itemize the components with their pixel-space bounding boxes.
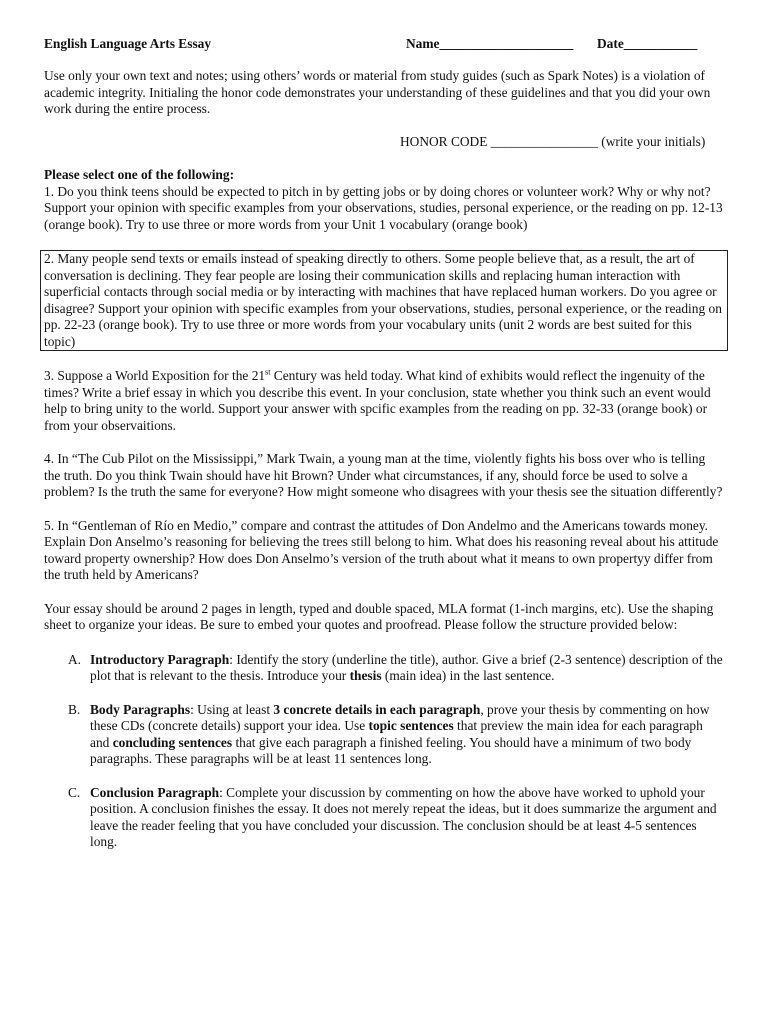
date-field-label: Date___________ <box>597 36 698 51</box>
prompt-3 <box>44 368 724 434</box>
prompt-5: 5. In “Gentleman of Río en Medio,” compare and contrast the attitudes of Don Andelmo and the Americans towards money. Explain Don Anselmo’s reasoning for believing the trees still belong to him. What does his reasoning reveal about his attitude toward property ownership? How does Don Anselmo’s version of the truth about what it means to own propertyy differ from the truth held by Americans? <box>44 517 719 582</box>
list-item-term: Conclusion Paragraph <box>90 784 220 800</box>
list-item-emphasis: topic sentences <box>368 718 454 733</box>
list-item-conclusion <box>44 785 724 851</box>
document-title: English Language Arts Essay <box>44 36 212 51</box>
list-item-text: : Complete your discussion by commenting on how the above have worked to uphold your position. A conclusion finishes the essay. It does not merely repeat the ideas, but it does summarize the argument and leave the reader feeling that you have concluded your discussion. The conclusion should be at least 4-5 sentences long. <box>90 784 717 849</box>
prompt-2: 2. Many people send texts or emails instead of speaking directly to others. Some people believe that, as a result, the art of conversation is declining. They fear people are losing their communication skills and replacing human interaction with superficial contacts through social media or by interacting with machines that have replaced human workers. Do you agree or disagree? Support your opinion with specific examples from your observations, studies, personal experience, or the reading on pp. 22-23 (orange book). Try to use three or more words from your vocabulary units (unit 2 words are best suited for this topic) <box>44 251 722 349</box>
select-prompt-heading: Please select one of the following: <box>44 167 235 182</box>
list-item-introductory <box>44 652 724 685</box>
name-field-label: Name____________________ <box>406 36 574 51</box>
list-item-text: that preview the main idea for each paragraph and <box>90 718 703 750</box>
honor-code-line: HONOR CODE ________________ (write your initials) <box>400 133 706 149</box>
list-item-text: that give each paragraph a finished feeling. You should have a minimum of two body paragraphs. These paragraphs will be at least 11 sentences long. <box>90 734 692 766</box>
list-item-emphasis: 3 concrete details in each paragraph <box>273 701 481 717</box>
list-item-emphasis: thesis <box>349 668 382 683</box>
prompt-3-start: 3. Suppose a World Exposition for the 21 <box>44 368 266 383</box>
list-item-text: : Identify the story (underline the title), author. Give a brief (2-3 sentence) description of the plot that is relevant to the thesis. Introduce your <box>90 651 723 683</box>
list-item-emphasis: concluding sentences <box>112 734 233 750</box>
list-item-body <box>44 702 724 768</box>
document-header <box>44 36 724 54</box>
list-item-term: Body Paragraphs <box>90 701 191 717</box>
list-item-text: (main idea) in the last sentence. <box>381 668 555 683</box>
essay-instructions: Your essay should be around 2 pages in length, typed and double spaced, MLA format (1-inch margins, etc). Use the shaping sheet to organize your ideas. Be sure to embed your quotes and proofread. Please follow the structure provided below: <box>44 600 714 632</box>
list-item-text: , prove your thesis by commenting on how these CDs (concrete details) support your idea. Use <box>90 701 710 733</box>
list-marker: A. <box>68 651 82 667</box>
prompt-3-superscript: st <box>265 367 271 377</box>
list-item-term: Introductory Paragraph <box>90 651 230 667</box>
list-marker: C. <box>68 784 81 800</box>
list-item-text: : Using at least <box>190 701 274 717</box>
essay-structure-list <box>44 652 724 851</box>
academic-integrity-notice: Use only your own text and notes; using others’ words or material from study guides (such as Spark Notes) is a violation of academic integrity. Initialing the honor code demonstrates your understanding of these guidelines and that you did your own work during the entire process. <box>44 68 711 116</box>
prompt-2-box <box>40 250 728 351</box>
prompt-4: 4. In “The Cub Pilot on the Mississippi,” Mark Twain, a young man at the time, violently fights his boss over who is telling the truth. Do you think Twain should have hit Brown? Under what circumstances, if any, should force be used to solve a problem? Is the truth the same for everyone? How might someone who disagrees with your thesis see the situation differently? <box>44 451 723 499</box>
prompt-1: 1. Do you think teens should be expected to pitch in by getting jobs or by doing chores or volunteer work? Why or why not? Support your opinion with specific examples from your observations, studies, personal experience, or the reading on pp. 12-13 (orange book). Try to use three or more words from your Unit 1 vocabulary (orange book) <box>44 183 723 232</box>
list-marker: B. <box>68 701 81 717</box>
prompt-3-rest: Century was held today. What kind of exhibits would reflect the ingenuity of the times? Write a brief essay in which you describe this event. In your conclusion, state whether you think such an event would help to bring unity to the world. Support your answer with spcific examples from the reading on pp. 32-33 (orange book) or from your observaitions. <box>44 368 711 433</box>
